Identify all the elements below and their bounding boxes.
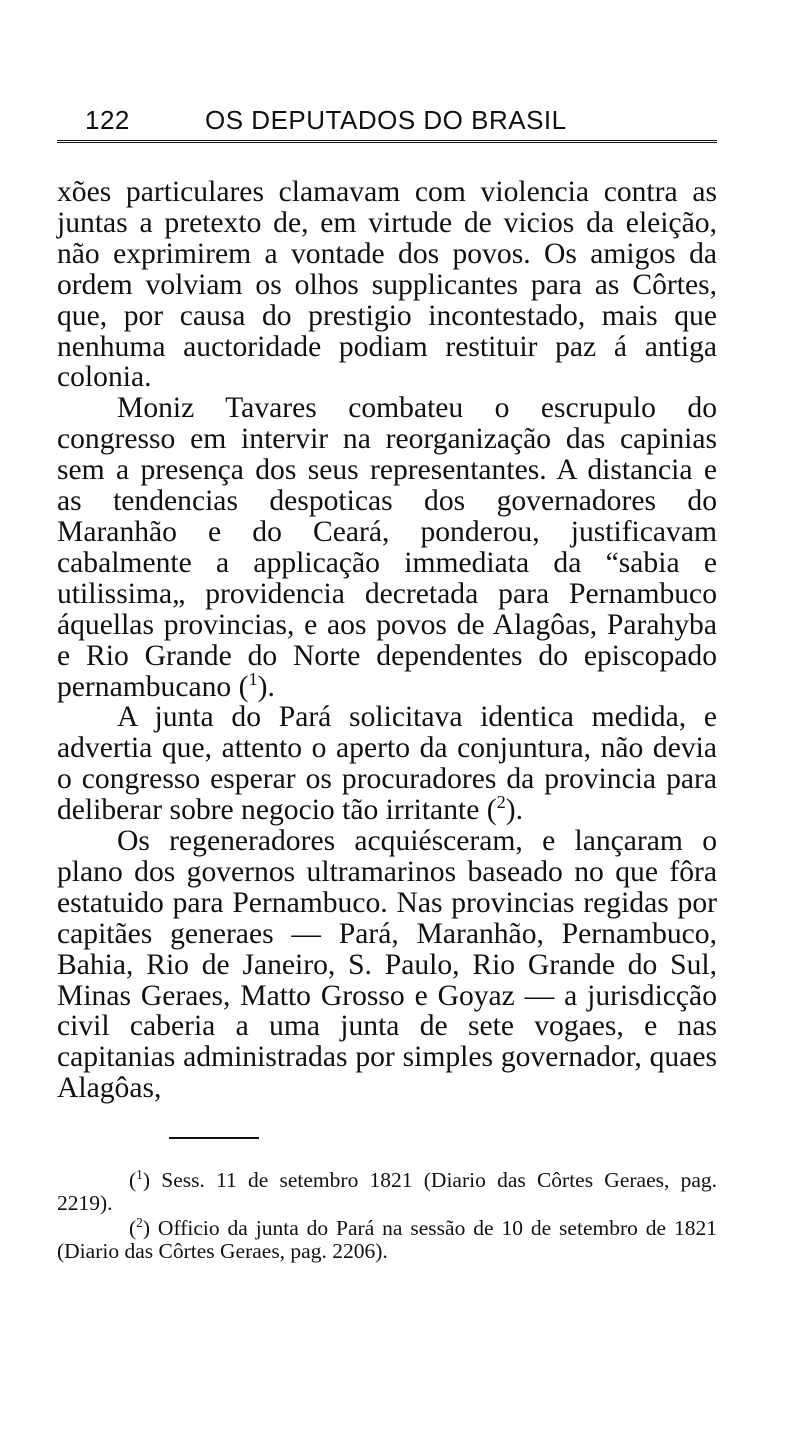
footnote-divider: [169, 1137, 259, 1139]
footnote-1-open: (: [129, 1168, 137, 1193]
paragraph-1: xões particulares clamavam com violencia contra as juntas a pretexto de, em virtude de vicios da eleição, não exprimirem a vontade dos povos. Os amigos da ordem volviam os olhos supplicantes para as Côrtes, que, por causa do prestigio incontestado, mais que nenhuma auctoridade podiam restituir paz á antiga colonia.: [57, 176, 717, 394]
footnote-reference-1: 1: [248, 668, 258, 689]
footnote-1-text: Sess. 11 de setembro 1821 (Diario das Côrtes Geraes, pag. 2219).: [57, 1168, 717, 1215]
paragraph-3-text: A junta do Pará solicitava identica medida, e advertia que, attento o aperto da conjuntura, não devia o congresso esperar os procuradores da provincia para deliberar sobre negocio tão irritante (: [57, 701, 717, 827]
footnote-1-mark: 1: [136, 1167, 143, 1183]
paragraph-4: Os regeneradores acquiésceram, e lançaram o plano dos governos ultramarinos baseado no que fôra estatuido para Pernambuco. Nas provincias regidas por capitães generaes — Pará, Maranhão, Pernambuco, Bahia, Rio de Janeiro, S. Paulo, Rio Grande do Sul, Minas Geraes, Matto Grosso e Goyaz — a jurisdicção civil caberia a uma junta de sete vogaes, e nas capitanias administradas por simples governador, quaes Alagôas,: [57, 825, 717, 1105]
footnote-2-close: ): [142, 1215, 151, 1240]
running-title: OS DEPUTADOS DO BRASIL: [205, 105, 567, 135]
body-text: [57, 177, 717, 1104]
footnote-reference-2-close: ).: [505, 794, 524, 827]
footnote-reference-2: 2: [496, 792, 506, 813]
footnote-reference-1-close: ).: [257, 670, 275, 703]
paragraph-2: [57, 393, 717, 702]
footnotes: [57, 1169, 717, 1262]
page-header: [57, 100, 717, 143]
footnote-2-text: Officio da junta do Pará na sessão de 10 de setembro de 1821 (Diario das Côrtes Geraes, pag. 2206).: [57, 1215, 717, 1263]
footnote-1-close: ): [142, 1168, 151, 1193]
footnote-2-open: (: [129, 1215, 137, 1240]
footnote-2: [57, 1214, 717, 1263]
page-number: 122: [85, 105, 130, 135]
footnote-2-mark: 2: [136, 1214, 143, 1230]
footnote-1: [57, 1169, 717, 1215]
book-page: [57, 100, 717, 1264]
paragraph-3: [57, 702, 717, 826]
paragraph-2-text: Moniz Tavares combateu o escrupulo do congresso em intervir na reorganização das capinias sem a presença dos seus representantes. A distancia e as tendencias despoticas dos governadores do Maranhão e do Ceará, ponderou, justificavam cabalmente a applicação immediata da “sabia e utilissima„ providencia decretada para Pernambuco áquellas provincias, e aos povos de Alagôas, Parahyba e Rio Grande do Norte dependentes do episcopado pernambucano (: [57, 392, 717, 703]
